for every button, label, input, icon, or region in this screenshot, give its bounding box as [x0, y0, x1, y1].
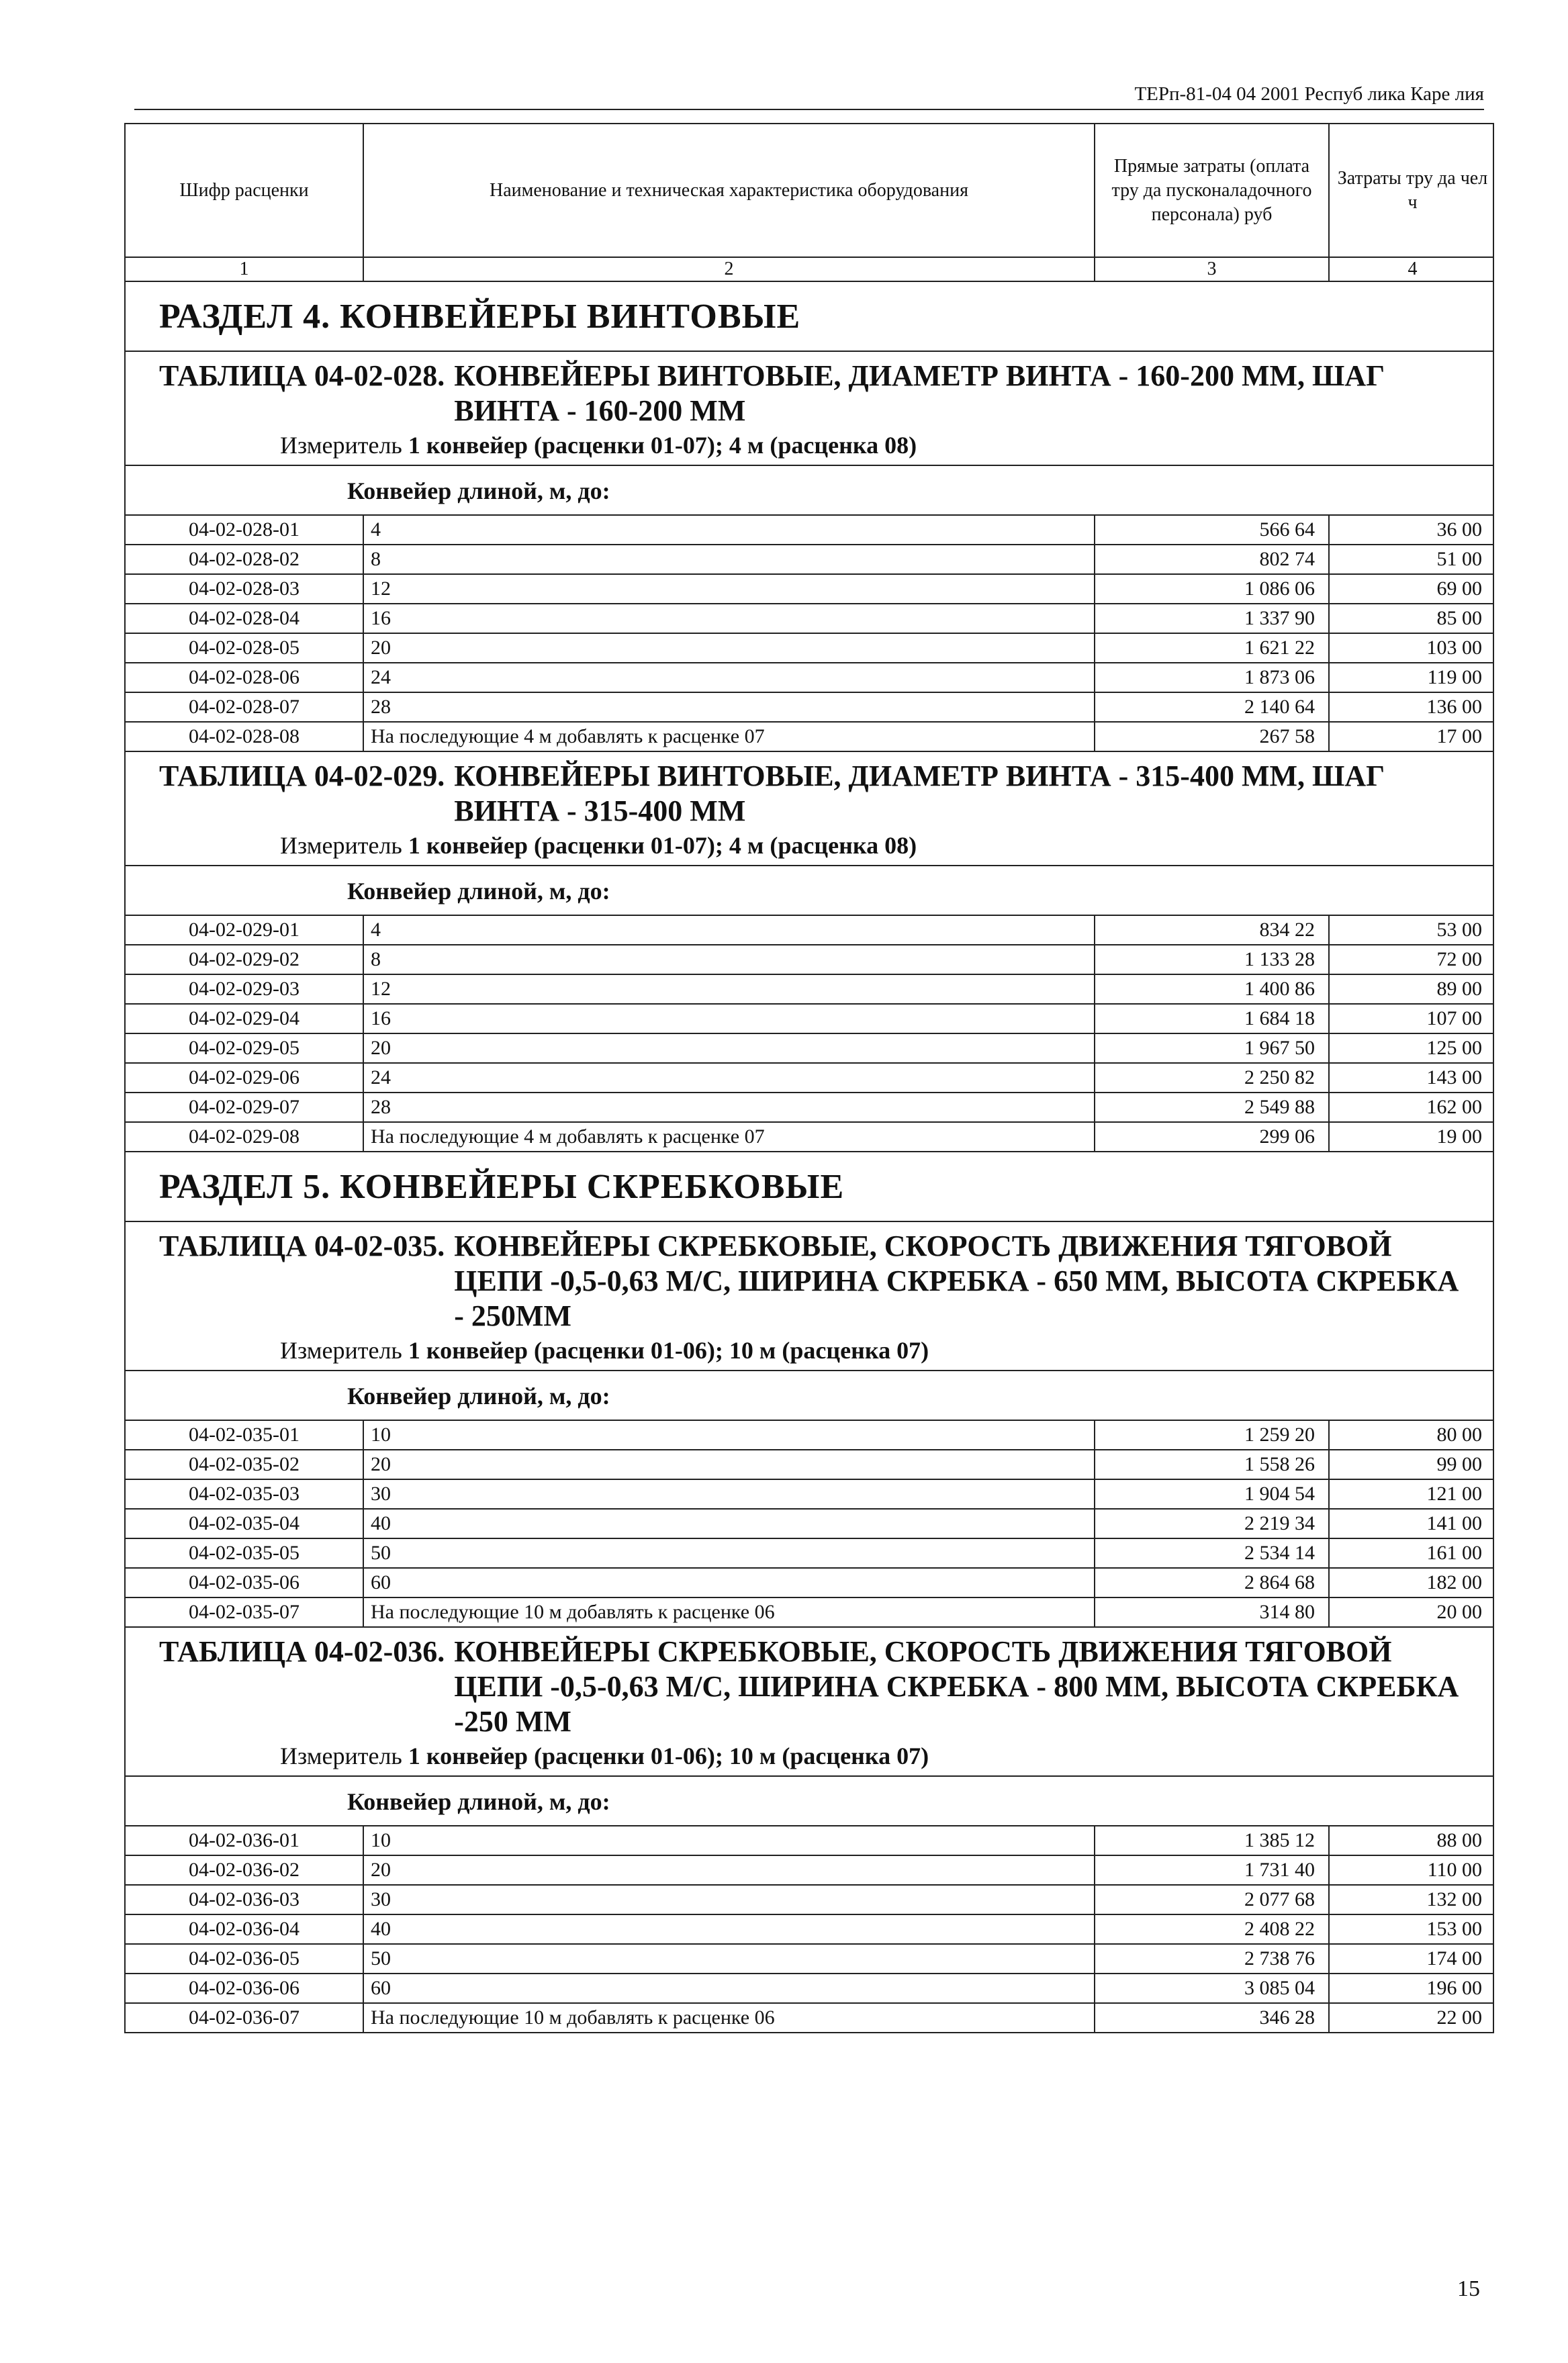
column-number: 2 [364, 258, 1095, 281]
table-title [126, 352, 1493, 428]
rate-code: 04-02-028-05 [126, 634, 364, 662]
rate-table [124, 752, 1494, 1152]
column-number: 3 [1095, 258, 1330, 281]
rate-code: 04-02-035-07 [126, 1598, 364, 1626]
meter-label: Измеритель [280, 1743, 402, 1769]
rate-labor: 85 00 [1436, 607, 1482, 629]
rate-labor: 143 00 [1426, 1066, 1482, 1088]
table-row [126, 721, 1493, 751]
rate-direct-cost: 1 086 06 [1095, 575, 1330, 603]
table-row [126, 1914, 1493, 1943]
rate-direct-cost: 1 621 22 [1095, 634, 1330, 662]
rate-direct-cost: 299 06 [1095, 1123, 1330, 1151]
rate-code: 04-02-036-04 [126, 1915, 364, 1943]
rate-direct-cost: 2 077 68 [1095, 1886, 1330, 1914]
rate-table [124, 1222, 1494, 1628]
column-header-name: Наименование и техническая характеристика оборудования [364, 124, 1095, 257]
table-row [126, 633, 1493, 662]
table-title [126, 1628, 1493, 1739]
rate-labor: 162 00 [1426, 1096, 1482, 1118]
rate-direct-cost: 1 385 12 [1095, 1826, 1330, 1855]
rate-labor: 88 00 [1436, 1829, 1482, 1851]
table-row [126, 1449, 1493, 1479]
rate-direct-cost: 1 904 54 [1095, 1480, 1330, 1508]
rate-code: 04-02-029-07 [126, 1093, 364, 1121]
table-id: ТАБЛИЦА 04-02-035. [159, 1230, 445, 1262]
rate-description: 8 [364, 945, 1095, 974]
rate-labor: 20 00 [1436, 1601, 1482, 1623]
table-row [126, 1092, 1493, 1121]
rate-direct-cost: 3 085 04 [1095, 1974, 1330, 2002]
rate-description: 10 [364, 1421, 1095, 1449]
rate-direct-cost: 2 408 22 [1095, 1915, 1330, 1943]
table-row [126, 1479, 1493, 1508]
rate-description: 16 [364, 604, 1095, 633]
conveyor-length-label: Конвейер длиной, м, до: [126, 465, 1493, 514]
rate-code: 04-02-036-02 [126, 1856, 364, 1884]
table-row [126, 1508, 1493, 1538]
table-id: ТАБЛИЦА 04-02-029. [159, 759, 445, 792]
rate-code: 04-02-036-07 [126, 2004, 364, 2032]
rate-labor: 161 00 [1426, 1542, 1482, 1564]
rate-description: 50 [364, 1945, 1095, 1973]
table-meter [126, 1334, 1493, 1370]
rate-description: 8 [364, 545, 1095, 573]
price-table [124, 123, 1494, 2033]
table-title [126, 752, 1493, 829]
rate-direct-cost: 1 133 28 [1095, 945, 1330, 974]
table-row [126, 1033, 1493, 1062]
rate-labor: 196 00 [1426, 1977, 1482, 1999]
table-row [126, 662, 1493, 692]
conveyor-length-label: Конвейер длиной, м, до: [126, 1775, 1493, 1825]
table-row [126, 603, 1493, 633]
table-name: КОНВЕЙЕРЫ СКРЕБКОВЫЕ, СКОРОСТЬ ДВИЖЕНИЯ ТЯГОВОЙ ЦЕПИ -0,5-0,63 М/С, ШИРИНА СКРЕБКА - 650 ММ, ВЫСОТА СКРЕБКА - 250ММ [454, 1230, 1459, 1332]
rate-direct-cost: 314 80 [1095, 1598, 1330, 1626]
rate-code: 04-02-035-03 [126, 1480, 364, 1508]
rate-description: На последующие 10 м добавлять к расценке 06 [364, 1598, 1095, 1626]
rate-labor: 119 00 [1427, 666, 1482, 688]
table-row [126, 544, 1493, 573]
rate-direct-cost: 2 738 76 [1095, 1945, 1330, 1973]
rate-description: 40 [364, 1915, 1095, 1943]
rate-labor: 80 00 [1436, 1424, 1482, 1446]
document-header: ТЕРп-81-04 04 2001 Респуб лика Каре лия [134, 79, 1484, 110]
rate-code: 04-02-028-08 [126, 723, 364, 751]
table-row [126, 514, 1493, 544]
rate-labor: 132 00 [1426, 1888, 1482, 1910]
table-meter [126, 1739, 1493, 1775]
rate-labor: 141 00 [1426, 1512, 1482, 1534]
conveyor-length-label: Конвейер длиной, м, до: [126, 865, 1493, 915]
rate-description: На последующие 10 м добавлять к расценке 06 [364, 2004, 1095, 2032]
rate-code: 04-02-036-06 [126, 1974, 364, 2002]
column-numbers [124, 258, 1494, 282]
table-row [126, 1943, 1493, 1973]
rate-code: 04-02-029-03 [126, 975, 364, 1003]
rate-code: 04-02-028-06 [126, 663, 364, 692]
rate-labor: 107 00 [1426, 1007, 1482, 1029]
table-name: КОНВЕЙЕРЫ СКРЕБКОВЫЕ, СКОРОСТЬ ДВИЖЕНИЯ ТЯГОВОЙ ЦЕПИ -0,5-0,63 М/С, ШИРИНА СКРЕБКА - 800 ММ, ВЫСОТА СКРЕБКА -250 ММ [454, 1635, 1459, 1738]
rate-direct-cost: 2 534 14 [1095, 1539, 1330, 1567]
meter-value: 1 конвейер (расценки 01-07); 4 м (расценка 08) [408, 432, 917, 459]
table-row [126, 1855, 1493, 1884]
rate-code: 04-02-029-01 [126, 916, 364, 944]
rate-direct-cost: 1 337 90 [1095, 604, 1330, 633]
rate-code: 04-02-028-03 [126, 575, 364, 603]
rate-code: 04-02-036-03 [126, 1886, 364, 1914]
rate-description: На последующие 4 м добавлять к расценке 07 [364, 1123, 1095, 1151]
rate-description: 12 [364, 975, 1095, 1003]
rate-description: 20 [364, 1034, 1095, 1062]
rate-labor: 174 00 [1426, 1947, 1482, 1970]
conveyor-length-label: Конвейер длиной, м, до: [126, 1370, 1493, 1420]
rate-description: 40 [364, 1510, 1095, 1538]
rate-description: 50 [364, 1539, 1095, 1567]
rate-description: 60 [364, 1569, 1095, 1597]
column-header-code: Шифр расценки [126, 124, 364, 257]
table-row [126, 573, 1493, 603]
rate-direct-cost: 1 684 18 [1095, 1005, 1330, 1033]
rate-description: 20 [364, 1450, 1095, 1479]
rate-labor: 110 00 [1427, 1859, 1482, 1881]
rate-direct-cost: 1 731 40 [1095, 1856, 1330, 1884]
rate-description: 20 [364, 1856, 1095, 1884]
rate-table [124, 352, 1494, 752]
rate-code: 04-02-036-01 [126, 1826, 364, 1855]
rate-labor: 125 00 [1426, 1037, 1482, 1059]
rate-code: 04-02-028-07 [126, 693, 364, 721]
rate-direct-cost: 802 74 [1095, 545, 1330, 573]
rate-labor: 182 00 [1426, 1571, 1482, 1593]
rate-labor: 72 00 [1436, 948, 1482, 970]
table-meter [126, 829, 1493, 865]
table-row [126, 1062, 1493, 1092]
rate-labor: 53 00 [1436, 919, 1482, 941]
rate-code: 04-02-028-02 [126, 545, 364, 573]
table-row [126, 1538, 1493, 1567]
rate-code: 04-02-035-06 [126, 1569, 364, 1597]
rate-code: 04-02-035-01 [126, 1421, 364, 1449]
table-row [126, 915, 1493, 944]
rate-direct-cost: 1 967 50 [1095, 1034, 1330, 1062]
column-number: 4 [1408, 259, 1418, 279]
rate-labor: 36 00 [1436, 518, 1482, 541]
section-title: РАЗДЕЛ 4. КОНВЕЙЕРЫ ВИНТОВЫЕ [124, 282, 1494, 352]
rate-code: 04-02-028-04 [126, 604, 364, 633]
rate-labor: 99 00 [1436, 1453, 1482, 1475]
meter-label: Измеритель [280, 832, 402, 859]
rate-description: На последующие 4 м добавлять к расценке 07 [364, 723, 1095, 751]
rate-code: 04-02-029-06 [126, 1064, 364, 1092]
rate-labor: 51 00 [1436, 548, 1482, 570]
rate-table [124, 1628, 1494, 2033]
table-row [126, 1825, 1493, 1855]
rate-description: 28 [364, 1093, 1095, 1121]
rate-labor: 17 00 [1436, 725, 1482, 747]
rate-direct-cost: 2 140 64 [1095, 693, 1330, 721]
rate-description: 30 [364, 1480, 1095, 1508]
rate-labor: 153 00 [1426, 1918, 1482, 1940]
table-row [126, 1597, 1493, 1626]
rate-description: 24 [364, 663, 1095, 692]
meter-value: 1 конвейер (расценки 01-06); 10 м (расценка 07) [408, 1337, 929, 1364]
rate-labor: 103 00 [1426, 637, 1482, 659]
table-row [126, 1420, 1493, 1449]
rate-direct-cost: 2 549 88 [1095, 1093, 1330, 1121]
rate-description: 10 [364, 1826, 1095, 1855]
rate-code: 04-02-029-05 [126, 1034, 364, 1062]
meter-value: 1 конвейер (расценки 01-07); 4 м (расценка 08) [408, 832, 917, 859]
rate-code: 04-02-028-01 [126, 516, 364, 544]
rate-description: 12 [364, 575, 1095, 603]
rate-description: 4 [364, 516, 1095, 544]
rate-code: 04-02-036-05 [126, 1945, 364, 1973]
column-header-cost: Прямые затраты (оплата тру да пусконаладочного персонала) руб [1095, 124, 1330, 257]
table-id: ТАБЛИЦА 04-02-028. [159, 359, 445, 392]
rate-code: 04-02-035-04 [126, 1510, 364, 1538]
table-row [126, 944, 1493, 974]
rate-labor: 121 00 [1426, 1483, 1482, 1505]
table-meter [126, 428, 1493, 465]
rate-direct-cost: 2 219 34 [1095, 1510, 1330, 1538]
meter-label: Измеритель [280, 432, 402, 459]
table-row [126, 692, 1493, 721]
rate-direct-cost: 1 873 06 [1095, 663, 1330, 692]
rate-direct-cost: 1 400 86 [1095, 975, 1330, 1003]
rate-description: 20 [364, 634, 1095, 662]
column-header-labor: Затраты тру да чел ч [1337, 167, 1488, 213]
rate-labor: 19 00 [1436, 1125, 1482, 1148]
rate-direct-cost: 566 64 [1095, 516, 1330, 544]
rate-description: 60 [364, 1974, 1095, 2002]
rate-description: 4 [364, 916, 1095, 944]
meter-value: 1 конвейер (расценки 01-06); 10 м (расценка 07) [408, 1743, 929, 1769]
rate-labor: 89 00 [1436, 978, 1482, 1000]
rate-code: 04-02-035-05 [126, 1539, 364, 1567]
table-row [126, 1003, 1493, 1033]
column-number: 1 [126, 258, 364, 281]
rate-code: 04-02-035-02 [126, 1450, 364, 1479]
table-row [126, 1121, 1493, 1151]
table-body [124, 282, 1494, 2033]
table-row [126, 1884, 1493, 1914]
rate-labor: 136 00 [1426, 696, 1482, 718]
rate-direct-cost: 346 28 [1095, 2004, 1330, 2032]
section-title: РАЗДЕЛ 5. КОНВЕЙЕРЫ СКРЕБКОВЫЕ [124, 1152, 1494, 1222]
rate-direct-cost: 834 22 [1095, 916, 1330, 944]
rate-description: 16 [364, 1005, 1095, 1033]
table-row [126, 2002, 1493, 2032]
rate-labor: 22 00 [1436, 2006, 1482, 2029]
table-row [126, 1973, 1493, 2002]
rate-description: 30 [364, 1886, 1095, 1914]
page-number: 15 [1457, 2276, 1480, 2301]
rate-code: 04-02-029-04 [126, 1005, 364, 1033]
table-row [126, 1567, 1493, 1597]
rate-direct-cost: 2 250 82 [1095, 1064, 1330, 1092]
rate-direct-cost: 1 558 26 [1095, 1450, 1330, 1479]
meter-label: Измеритель [280, 1337, 402, 1364]
rate-code: 04-02-029-02 [126, 945, 364, 974]
rate-description: 24 [364, 1064, 1095, 1092]
rate-direct-cost: 267 58 [1095, 723, 1330, 751]
table-title [126, 1222, 1493, 1334]
rate-description: 28 [364, 693, 1095, 721]
rate-direct-cost: 1 259 20 [1095, 1421, 1330, 1449]
table-name: КОНВЕЙЕРЫ ВИНТОВЫЕ, ДИАМЕТР ВИНТА - 315-400 ММ, ШАГ ВИНТА - 315-400 ММ [454, 759, 1385, 827]
table-header [124, 123, 1494, 258]
table-row [126, 974, 1493, 1003]
table-name: КОНВЕЙЕРЫ ВИНТОВЫЕ, ДИАМЕТР ВИНТА - 160-200 ММ, ШАГ ВИНТА - 160-200 ММ [454, 359, 1385, 427]
table-id: ТАБЛИЦА 04-02-036. [159, 1635, 445, 1668]
rate-code: 04-02-029-08 [126, 1123, 364, 1151]
rate-labor: 69 00 [1436, 577, 1482, 600]
rate-direct-cost: 2 864 68 [1095, 1569, 1330, 1597]
